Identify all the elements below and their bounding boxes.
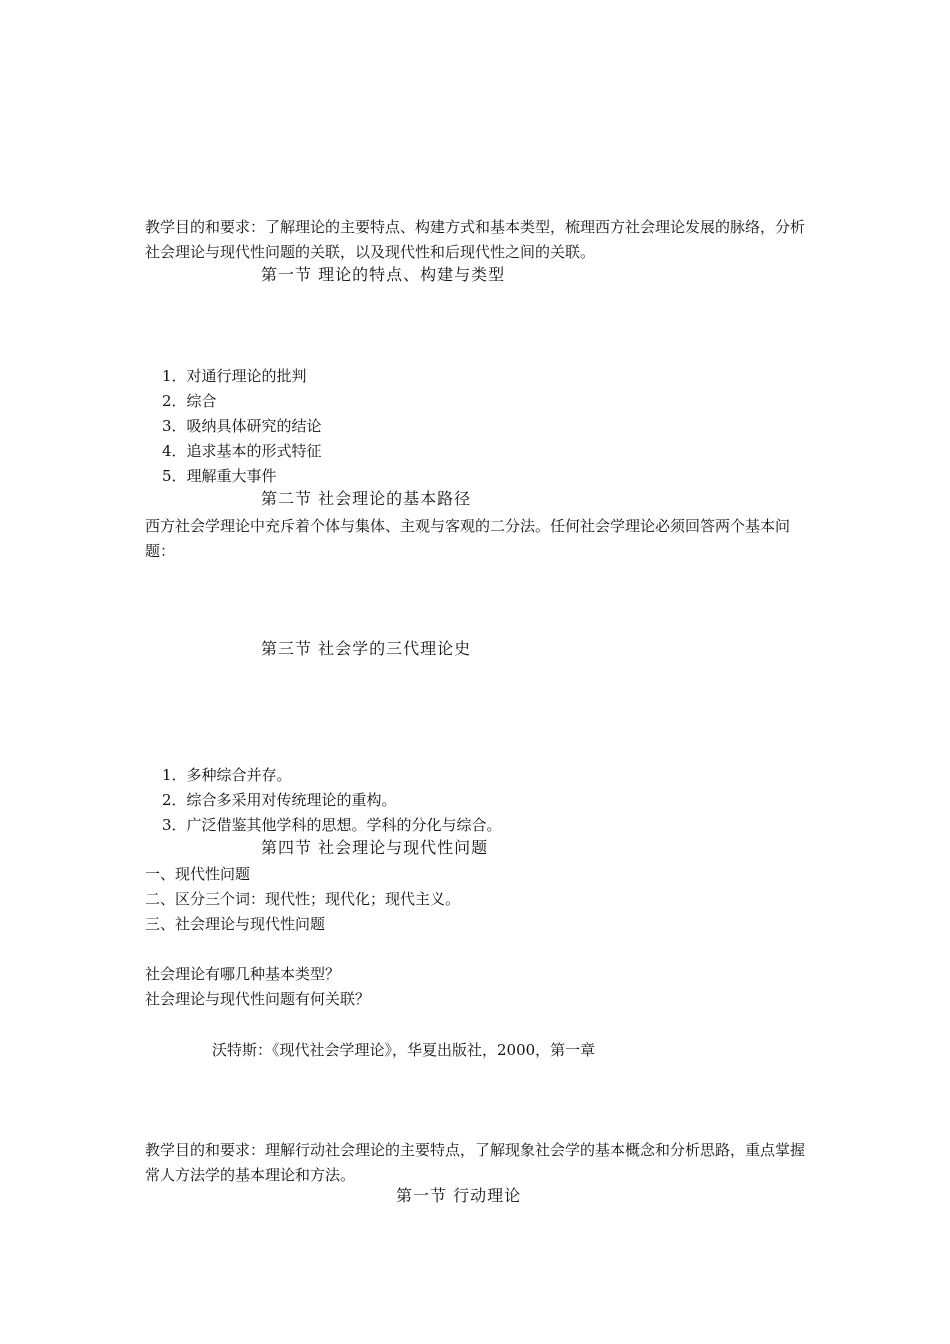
list-item: 4．追求基本的形式特征 [162, 442, 322, 460]
section-1-2-heading: 第二节 社会理论的基本路径 [261, 489, 472, 508]
section-1-1-heading: 第一节 理论的特点、构建与类型 [261, 265, 506, 284]
question-item: 社会理论与现代性问题有何关联？ [145, 990, 371, 1008]
list-item: 2．综合 [162, 392, 217, 410]
outline-item: 三、社会理论与现代性问题 [145, 915, 326, 933]
outline-item: 二、区分三个词：现代性；现代化；现代主义。 [145, 890, 461, 908]
chapter-2-objectives: 教学目的和要求：理解行动社会理论的主要特点，了解现象社会学的基本概念和分析思路，重点掌握常人方法学的基本理论和方法。 [145, 1141, 806, 1184]
section-2-1-heading: 第一节 行动理论 [396, 1186, 522, 1205]
chapter-1-objectives: 教学目的和要求：了解理论的主要特点、构建方式和基本类型，梳理西方社会理论发展的脉络，分析社会理论与现代性问题的关联，以及现代性和后现代性之间的关联。 [145, 218, 806, 261]
list-item: 3．吸纳具体研究的结论 [162, 417, 322, 435]
reading-reference: 沃特斯：《现代社会学理论》，华夏出版社，2000，第一章 [212, 1041, 596, 1059]
list-item: 1．多种综合并存。 [162, 766, 292, 784]
list-item: 1．对通行理论的批判 [162, 367, 307, 385]
section-1-2-paragraph: 西方社会学理论中充斥着个体与集体、主观与客观的二分法。任何社会学理论必须回答两个基本问题： [145, 517, 791, 560]
section-1-3-heading: 第三节 社会学的三代理论史 [261, 639, 472, 658]
list-item: 3．广泛借鉴其他学科的思想。学科的分化与综合。 [162, 816, 502, 834]
outline-item: 一、现代性问题 [145, 865, 251, 883]
list-item: 2．综合多采用对传统理论的重构。 [162, 791, 397, 809]
question-item: 社会理论有哪几种基本类型？ [145, 965, 341, 983]
section-1-4-heading: 第四节 社会理论与现代性问题 [261, 838, 489, 857]
list-item: 5．理解重大事件 [162, 467, 277, 485]
